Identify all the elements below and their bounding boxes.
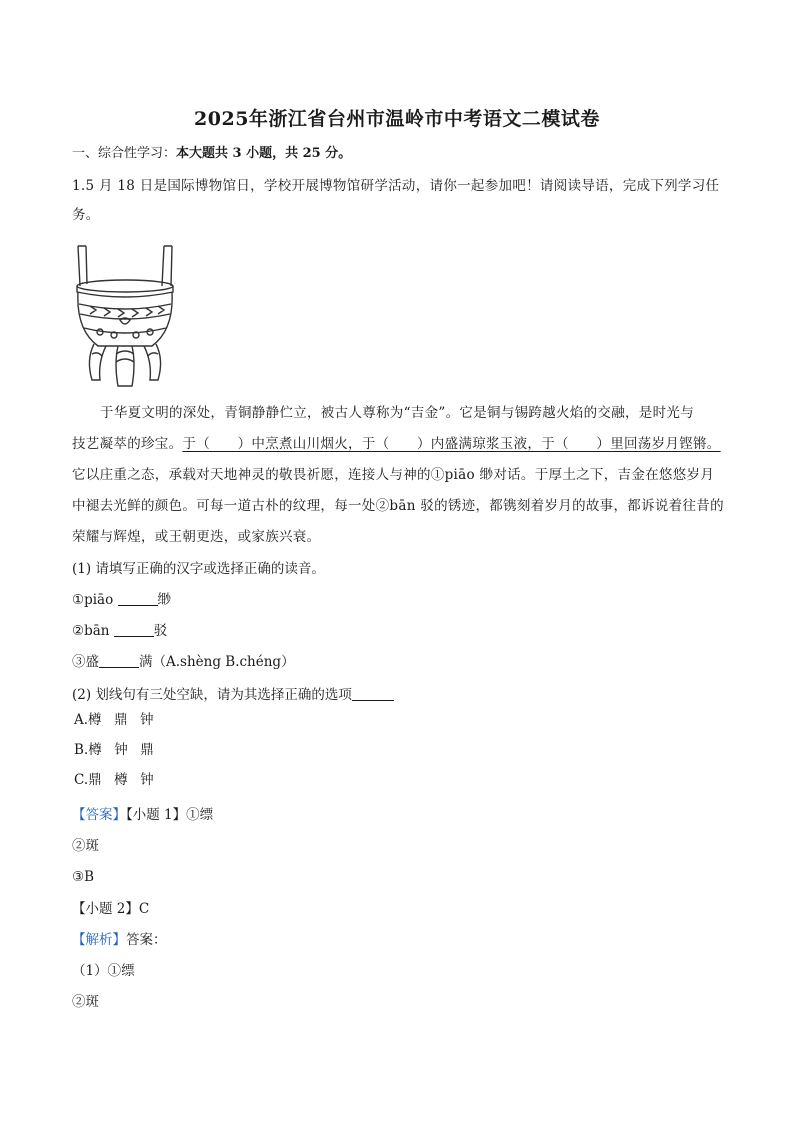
answer-line-2: ②斑	[72, 838, 99, 854]
answer-line-3: ③B	[72, 869, 95, 885]
answer-first: 【小题 1】①缥	[126, 807, 214, 823]
option-item: 钟	[114, 742, 128, 758]
analysis-first: 答案：	[126, 932, 167, 948]
section-heading	[72, 144, 351, 164]
option-item: 钟	[140, 712, 154, 728]
option-item: 鼎	[88, 772, 102, 788]
analysis-line-1	[72, 930, 167, 950]
item-b-char: 驳	[153, 623, 168, 639]
subquestion-2-prompt	[72, 685, 394, 705]
answer-blank[interactable]	[99, 653, 139, 668]
answer-blank[interactable]	[118, 591, 158, 606]
passage-line-1: 于华夏文明的深处，青铜静静伫立，被古人尊称为“吉金”。它是铜与锡跨越火焰的交融，是时光与	[100, 405, 695, 421]
option-item: 钟	[140, 772, 154, 788]
subquestion-1-item-a	[72, 590, 171, 610]
subquestion-1-item-c	[72, 652, 295, 672]
question-1-line-2: 务。	[72, 207, 100, 223]
subquestion-1-prompt: (1) 请填写正确的汉字或选择正确的读音。	[72, 561, 325, 577]
answer-blank[interactable]	[114, 622, 154, 637]
option-label: A.	[74, 712, 89, 728]
option-item: 樽	[114, 772, 128, 788]
option-a[interactable]	[74, 710, 154, 730]
answer-blank[interactable]	[352, 686, 394, 701]
section-detail: 本大题共 3 小题，共 25 分。	[176, 146, 352, 161]
option-item: 樽	[88, 712, 102, 728]
section-prefix: 一、综合性学习：	[72, 146, 177, 161]
passage-line-4: 中褪去光鲜的颜色。可每一道古朴的纹理，每一处②bān 驳的锈迹，都镌刻着岁月的故事，都诉说着往昔的	[72, 498, 724, 514]
answer-line-1	[72, 805, 213, 825]
option-label: B.	[74, 742, 89, 758]
item-b-pinyin: ②bān	[72, 623, 114, 639]
passage-line-2	[72, 434, 721, 454]
underlined-sentence: 于（ ）中烹煮山川烟火，于（ ）内盛满琼浆玉液，于（ ）里回荡岁月铿锵。	[182, 436, 721, 452]
option-item: 鼎	[140, 742, 154, 758]
item-a-pinyin: ①piāo	[72, 592, 118, 608]
answer-tag: 【答案】	[72, 807, 126, 823]
page-title: 2025年浙江省台州市温岭市中考语文二模试卷	[194, 108, 600, 130]
subquestion-2-text: (2) 划线句有三处空缺，请为其选择正确的选项	[72, 687, 352, 703]
item-c-char: ③盛	[72, 654, 99, 670]
option-c[interactable]	[74, 770, 154, 790]
option-label: C.	[74, 772, 89, 788]
option-item: 樽	[88, 742, 102, 758]
analysis-tag: 【解析】	[72, 932, 126, 948]
passage-line-5: 荣耀与辉煌，或王朝更迭，或家族兴衰。	[72, 529, 321, 545]
item-c-choices: 满（A.shèng B.chéng）	[139, 654, 295, 670]
item-a-char: 缈	[157, 592, 172, 608]
passage-line-3: 它以庄重之态，承载对天地神灵的敬畏祈愿，连接人与神的①piāo 缈对话。于厚土之下，吉金在悠悠岁月	[72, 467, 715, 483]
subquestion-1-item-b	[72, 621, 167, 641]
analysis-line-2: （1）①缥	[72, 963, 135, 979]
analysis-line-3: ②斑	[72, 994, 99, 1010]
option-b[interactable]	[74, 740, 154, 760]
question-1-line-1: 1.5 月 18 日是国际博物馆日，学校开展博物馆研学活动，请你一起参加吧！请阅读导语，完成下列学习任	[72, 178, 720, 194]
passage-line-2-plain: 技艺凝萃的珍宝。	[72, 436, 183, 452]
bronze-ding-vessel-icon	[70, 240, 180, 390]
answer-line-4: 【小题 2】C	[72, 901, 150, 917]
option-item: 鼎	[114, 712, 128, 728]
